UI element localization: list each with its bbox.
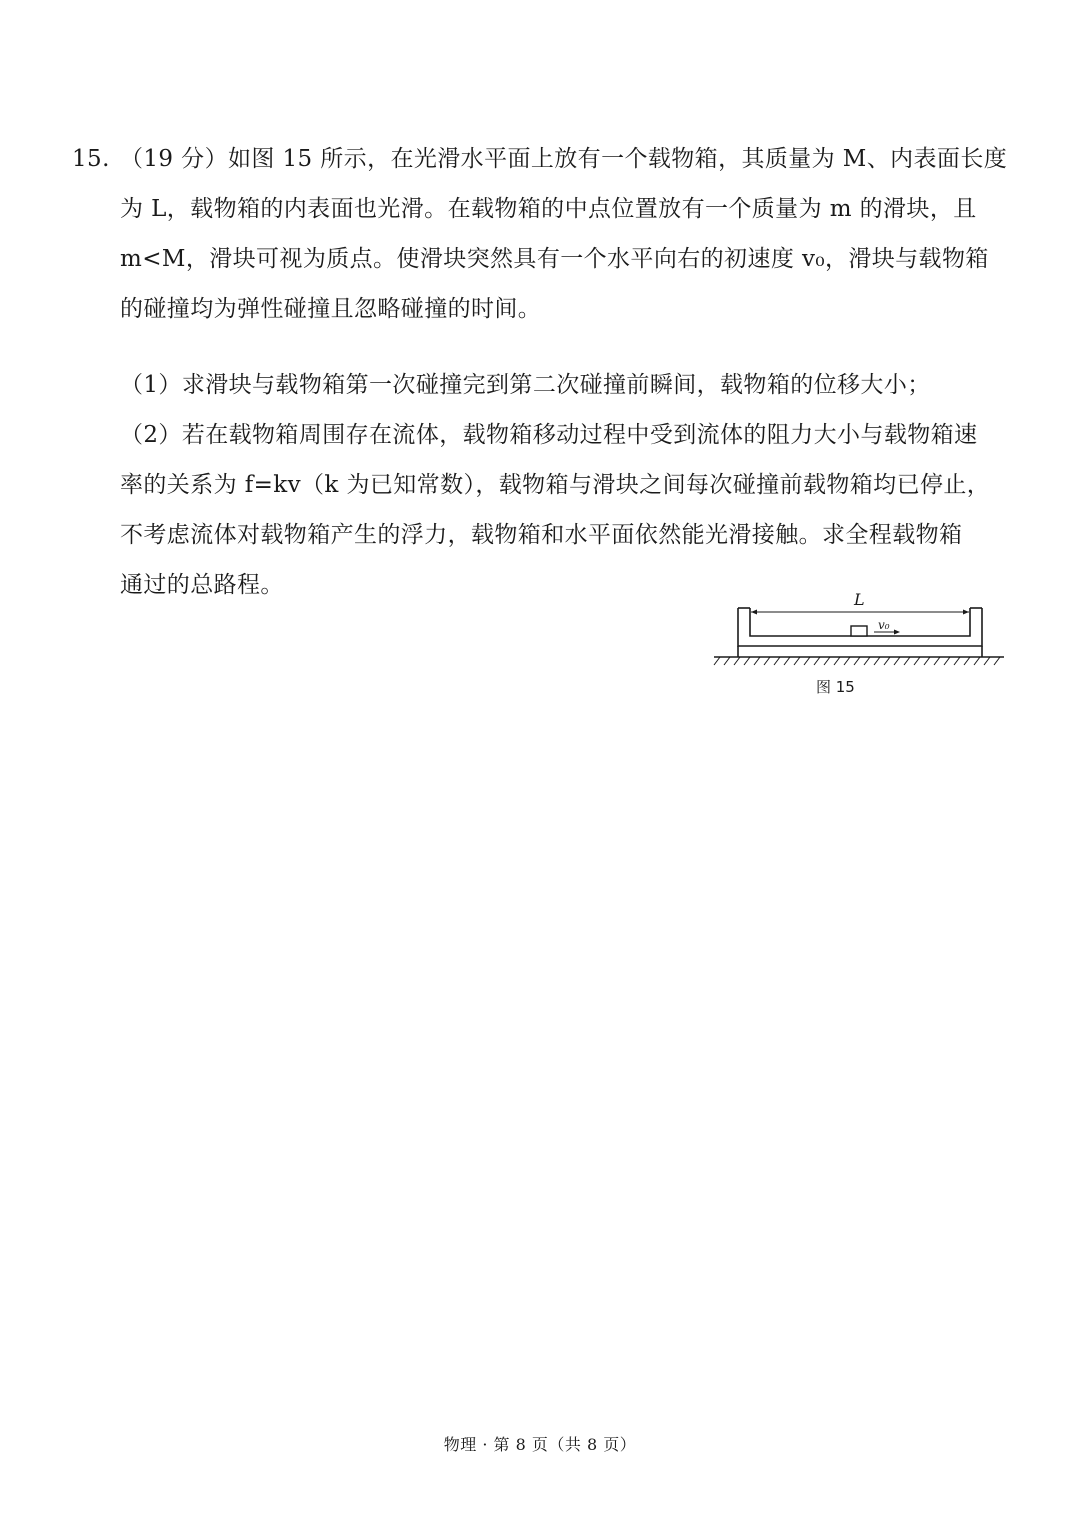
ground-hatching [714, 657, 1000, 665]
length-label: L [854, 590, 865, 609]
page-footer: 物理 · 第 8 页（共 8 页） [443, 1435, 637, 1454]
figure-15 [710, 588, 1010, 698]
length-arrow-right [963, 610, 969, 615]
question-line: 为 L，载物箱的内表面也光滑。在载物箱的中点位置放有一个质量为 m 的滑块，且 [120, 196, 977, 222]
question-line: 的碰撞均为弹性碰撞且忽略碰撞的时间。 [120, 296, 542, 322]
velocity-arrowhead [894, 630, 900, 635]
figure-caption: 图 15 [816, 678, 855, 696]
slider-block [851, 626, 867, 636]
question-line: 率的关系为 f=kv（k 为已知常数），载物箱与滑块之间每次碰撞前载物箱均已停止， [120, 472, 991, 498]
sub-question-2: （2）若在载物箱周围存在流体，载物箱移动过程中受到流体的阻力大小与载物箱速 [120, 422, 978, 448]
length-arrow-left [751, 610, 757, 615]
question-line [72, 144, 1007, 174]
question-line: m<M，滑块可视为质点。使滑块突然具有一个水平向右的初速度 v₀，滑块与载物箱 [120, 246, 989, 272]
question-line: 不考虑流体对载物箱产生的浮力，载物箱和水平面依然能光滑接触。求全程载物箱 [120, 522, 963, 548]
velocity-label: v₀ [878, 618, 890, 632]
question-line: 通过的总路程。 [120, 572, 284, 598]
question-number: 15. [72, 146, 110, 172]
sub-question-1: （1）求滑块与载物箱第一次碰撞完到第二次碰撞前瞬间，载物箱的位移大小； [120, 372, 931, 398]
question-line-text: （19 分）如图 15 所示，在光滑水平面上放有一个载物箱，其质量为 M、内表面长度 [120, 146, 1008, 172]
